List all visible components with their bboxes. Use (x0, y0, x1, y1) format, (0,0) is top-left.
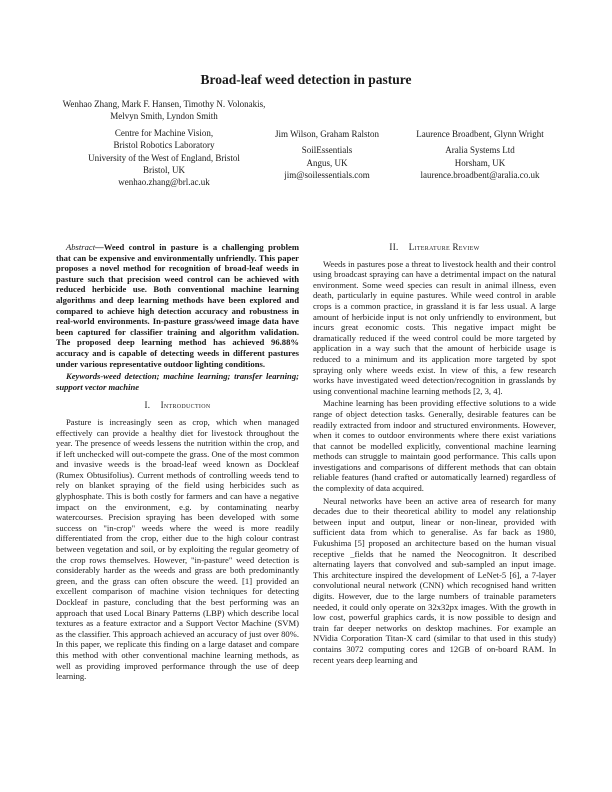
literature-paragraph: Weeds in pastures pose a threat to livestock health and their control using broadcast spraying can have a detrimental impact on the natural environment. Some weed species can result in animal illness, even death, particularly in equine pastures. While weed control in arable crops is a common practice, in grassland it is far less usual. A large amount of herbicide input is not only unfriendly to environment, but incurs great economic costs. This negative impact might be dramatically reduced if the weed control could be more targeted by application in a way such that the amount of herbicide usage is reduced to a minimum and its application more targeted by spot spraying only where weeds exist. In view of this, a few research works have investigated weed detection/recognition in grasslands by using conventional machine learning methods [2, 3, 4]. (313, 258, 556, 396)
right-column (313, 242, 556, 667)
keywords: Keywords-weed detection; machine learning; transfer learning; support vector machine (56, 371, 299, 392)
section-heading-introduction: I. Introduction (144, 400, 211, 411)
literature-paragraph: Machine learning has been providing effective solutions to a wide range of object detection tasks. Generally, desirable features can be readily extracted from indoor and structured environments. However, when it comes to outdoor environments where there exist variations that cannot be modelled explicitly, conventional machine learning methods can struggle to maintain good performance. This calls upon investigations and comparisons of different methods that can obtain reliable features (hand crafted or automatically learned) regardless of the complexity of data acquired. (313, 398, 556, 494)
paper-title: Broad-leaf weed detection in pasture (200, 72, 412, 87)
affiliation-line: Bristol, UK (142, 165, 185, 176)
abstract (56, 242, 299, 369)
author-block-1 (56, 98, 272, 189)
author-email: wenhao.zhang@brl.ac.uk (118, 177, 210, 188)
author-names: Jim Wilson, Graham Ralston (275, 129, 379, 139)
abstract-text: —Weed control in pasture is a challenging problem that can be expensive and environmentally unfriendly. This paper proposes a novel method for recognition of broad-leaf weeds in pasture such that precision weed control can be achieved with reduced herbicide use. Both conventional machine learning algorithms and deep learning methods have been explored and compared to achieve high detection accuracy and robustness in real-world environments. In-pasture grass/weed image data have been captured for classifier training and algorithm validation. The proposed deep learning method has achieved 96.88% accuracy and is capable of detecting weeds in different pastures under various representative outdoor lighting conditions. (56, 242, 299, 369)
section-heading-literature-review: II. Literature Review (389, 242, 480, 252)
author-email: laurence.broadbent@aralia.co.uk (420, 170, 540, 181)
affiliation-line: Angus, UK (306, 157, 348, 168)
left-column (56, 242, 299, 684)
affiliation-line: Centre for Machine Vision, (114, 127, 214, 138)
literature-paragraph: Neural networks have been an active area of research for many decades due to their theoretical ability to model any relationship between input and output, linear or non-linear, provided with sufficient data from which to generalise. As far back as 1980, Fukushima [5] proposed an architecture based on the human visual receptive _fields that he named the Neocognitron. It described alternating layers that convolved and sub-sampled an input image. This architecture inspired the development of LeNet-5 [6], a 7-layer convolutional neural network (CNN) which recognised hand written digits. However, due to the large numbers of trainable parameters needed, it could only operate on 32x32px images. With the growth in low cost, powerful graphics cards, it is now possible to design and train far deeper networks on desktop machines. For example an NVidia Corporation Titan-X card (similar to that used in this study) contains 3072 computing cores and 12GB of on-board RAM. In recent years deep learning and (313, 495, 556, 665)
affiliation-line: University of the West of England, Bristol (88, 152, 240, 163)
affiliation-line: Bristol Robotics Laboratory (113, 140, 215, 151)
author-block-2 (262, 128, 392, 182)
intro-paragraph: Pasture is increasingly seen as crop, which when managed effectively can provide a healthy diet for livestock throughout the year. The presence of weeds lessens the nutrition within the crop, and if left unchecked will out-compete the grass. One of the most common and invasive weeds is the broad-leaf weed known as Dockleaf (Rumex Obtusifolius). Current methods of controlling weeds tend to rely on blanket spraying of the field using herbicides such as glyphosphate. This is both costly for farmers and can have a negative impact on the environment, e.g. by contaminating nearby watercourses. Precision spraying has been developed with some success on "in-crop" weeds where the weed is more readily differentiated from the crop, either due to the high colour contrast between vegetation and soil, or by exploiting the regular geometry of the crop rows themselves. However, "in-pasture" weed detection is considerably harder as the weeds and grass are both predominantly green, and the grass can often obscure the weed. [1] provided an excellent comparison of machine vision techniques for detecting Dockleaf in pasture, concluding that the best performing was an approach that used Local Binary Patterns (LBP) which describe local textures as a feature extractor and a Support Vector Machine (SVM) as the classifier. This approach achieved an accuracy of just over 80%. In this paper, we replicate this finding on a large dataset and compare this method with other conventional machine learning methods, as well as providing improved performance through the use of deep learning. (56, 416, 299, 682)
affiliation-line: Horsham, UK (454, 157, 506, 168)
author-names: Wenhao Zhang, Mark F. Hansen, Timothy N. Volonakis, Melvyn Smith, Lyndon Smith (62, 99, 266, 122)
abstract-label: Abstract (66, 242, 96, 252)
affiliation-line: Aralia Systems Ltd (445, 145, 515, 156)
author-block-3 (398, 128, 562, 182)
author-email: jim@soilessentials.com (284, 170, 370, 181)
affiliation-line: SoilEssentials (301, 145, 353, 156)
author-names: Laurence Broadbent, Glynn Wright (416, 129, 544, 139)
